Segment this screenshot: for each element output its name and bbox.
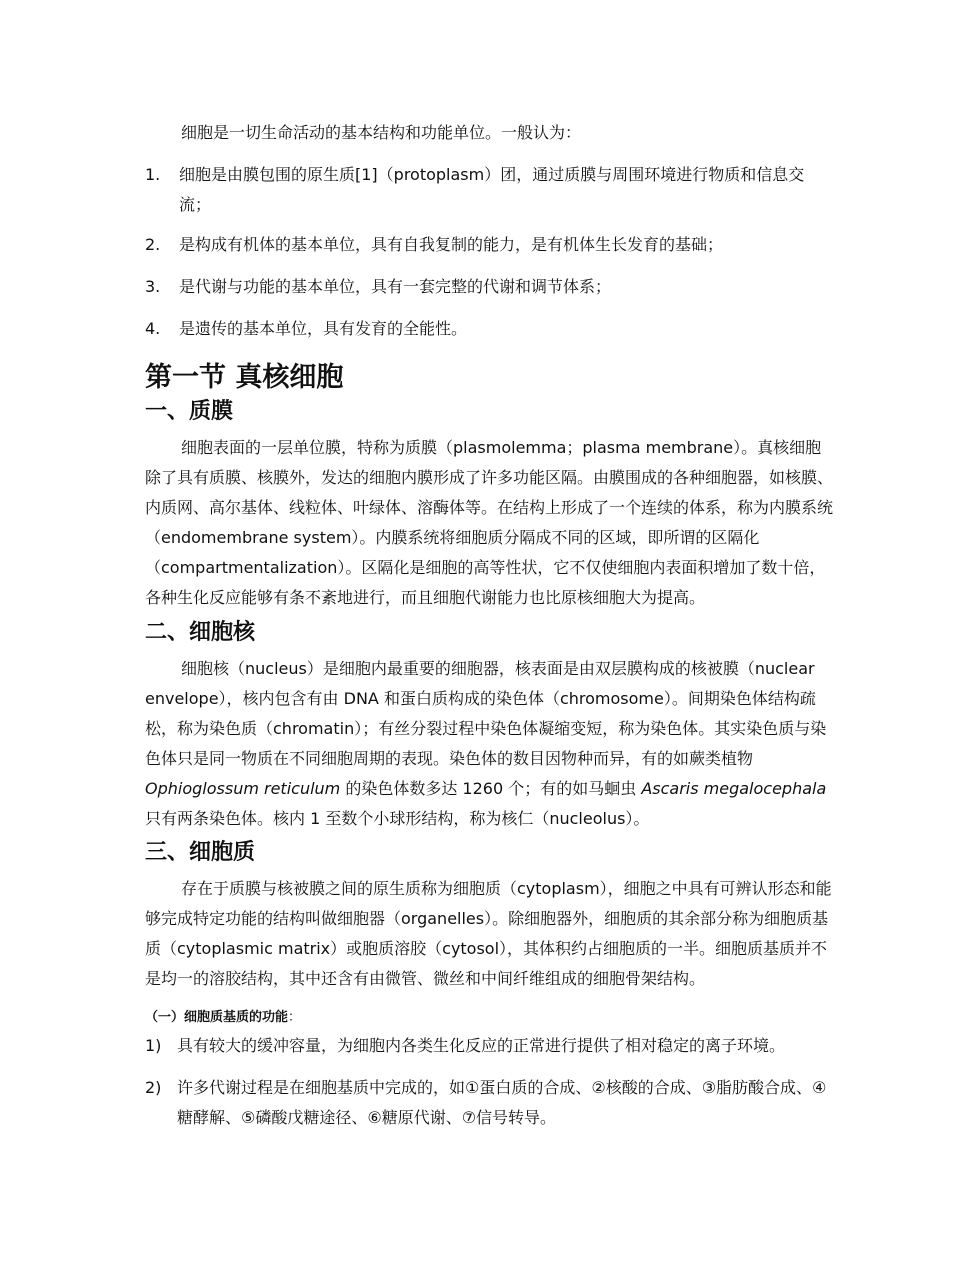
list-text: 是代谢与功能的基本单位，具有一套完整的代谢和调节体系； (179, 277, 612, 296)
list-text: 是构成有机体的基本单位，具有自我复制的能力，是有机体生长发育的基础； (179, 235, 724, 254)
subsection-heading (145, 1006, 301, 1030)
heading-cytoplasm: 三、细胞质 (145, 840, 256, 865)
list-text: 是遗传的基本单位，具有发育的全能性。 (179, 319, 468, 338)
nucleus-text-c: 只有两条染色体。核内 1 至数个小球形结构，称为核仁（nucleolus）。 (145, 809, 650, 828)
list-item (145, 1031, 835, 1061)
list-item (145, 230, 835, 260)
list-text: 具有较大的缓冲容量，为细胞内各类生化反应的正常进行提供了相对稳定的离子环境。 (177, 1036, 786, 1055)
list-number: 2. (145, 235, 161, 254)
nucleus-text-a: 细胞核（nucleus）是细胞内最重要的细胞器，核表面是由双层膜构成的核被膜（nuclear envelope），核内包含有由 DNA 和蛋白质构成的染色体（chromosome）。间期染色体结构疏松，称为染色质（chromatin）；有丝分裂过程中染色体凝缩变短，称为染色体。其实染色质与染色体只是同一物质在不同细胞周期的表现。染色体的数目因物种而异，有的如蕨类植物 (145, 659, 827, 768)
heading-nucleus: 二、细胞核 (145, 620, 256, 645)
section-title: 第一节 真核细胞 (145, 362, 344, 393)
species-name: Ascaris megalocephala (641, 779, 827, 798)
list-number: 2) (145, 1078, 162, 1097)
heading-plasma-membrane: 一、质膜 (145, 399, 234, 424)
list-number: 1) (145, 1036, 162, 1055)
list-text: 许多代谢过程是在细胞基质中完成的，如①蛋白质的合成、②核酸的合成、③脂肪酸合成、④糖酵解、⑤磷酸戊糖途径、⑥糖原代谢、⑦信号转导。 (177, 1078, 827, 1127)
subsection-label: （一）细胞质基质的功能 (145, 1010, 289, 1025)
list-number: 3. (145, 277, 161, 296)
cytoplasm-paragraph: 存在于质膜与核被膜之间的原生质称为细胞质（cytoplasm），细胞之中具有可辨认形态和能够完成特定功能的结构叫做细胞器（organelles）。除细胞器外，细胞质的其余部分称为细胞质基质（cytoplasmic matrix）或胞质溶胶（cytosol），其体积约占细胞质的一半。细胞质基质并不是均一的溶胶结构，其中还含有由微管、微丝和中间纤维组成的细胞骨架结构。 (145, 879, 832, 988)
nucleus-text-b: 的染色体数多达 1260 个；有的如马蛔虫 (340, 779, 642, 798)
list-item (145, 160, 835, 220)
subsection-colon: ： (288, 1010, 302, 1025)
list-item (145, 1073, 835, 1133)
plasma-membrane-paragraph: 细胞表面的一层单位膜，特称为质膜（plasmolemma；plasma membrane）。真核细胞除了具有质膜、核膜外，发达的细胞内膜形成了许多功能区隔。由膜围成的各种细胞器，如核膜、内质网、高尔基体、线粒体、叶绿体、溶酶体等。在结构上形成了一个连续的体系，称为内膜系统（endomembrane system）。内膜系统将细胞质分隔成不同的区域，即所谓的区隔化（compartmentalization）。区隔化是细胞的高等性状，它不仅使细胞内表面积增加了数十倍，各种生化反应能够有条不紊地进行，而且细胞代谢能力也比原核细胞大为提高。 (145, 438, 834, 607)
list-number: 1. (145, 165, 161, 184)
list-item (145, 272, 835, 302)
nucleus-paragraph (145, 654, 835, 834)
intro-paragraph: 细胞是一切生命活动的基本结构和功能单位。一般认为： (181, 123, 582, 142)
species-name: Ophioglossum reticulum (145, 779, 341, 798)
list-number: 4. (145, 319, 161, 338)
list-item (145, 314, 835, 344)
list-text: 细胞是由膜包围的原生质[1]（protoplasm）团，通过质膜与周围环境进行物质和信息交流； (179, 165, 805, 214)
